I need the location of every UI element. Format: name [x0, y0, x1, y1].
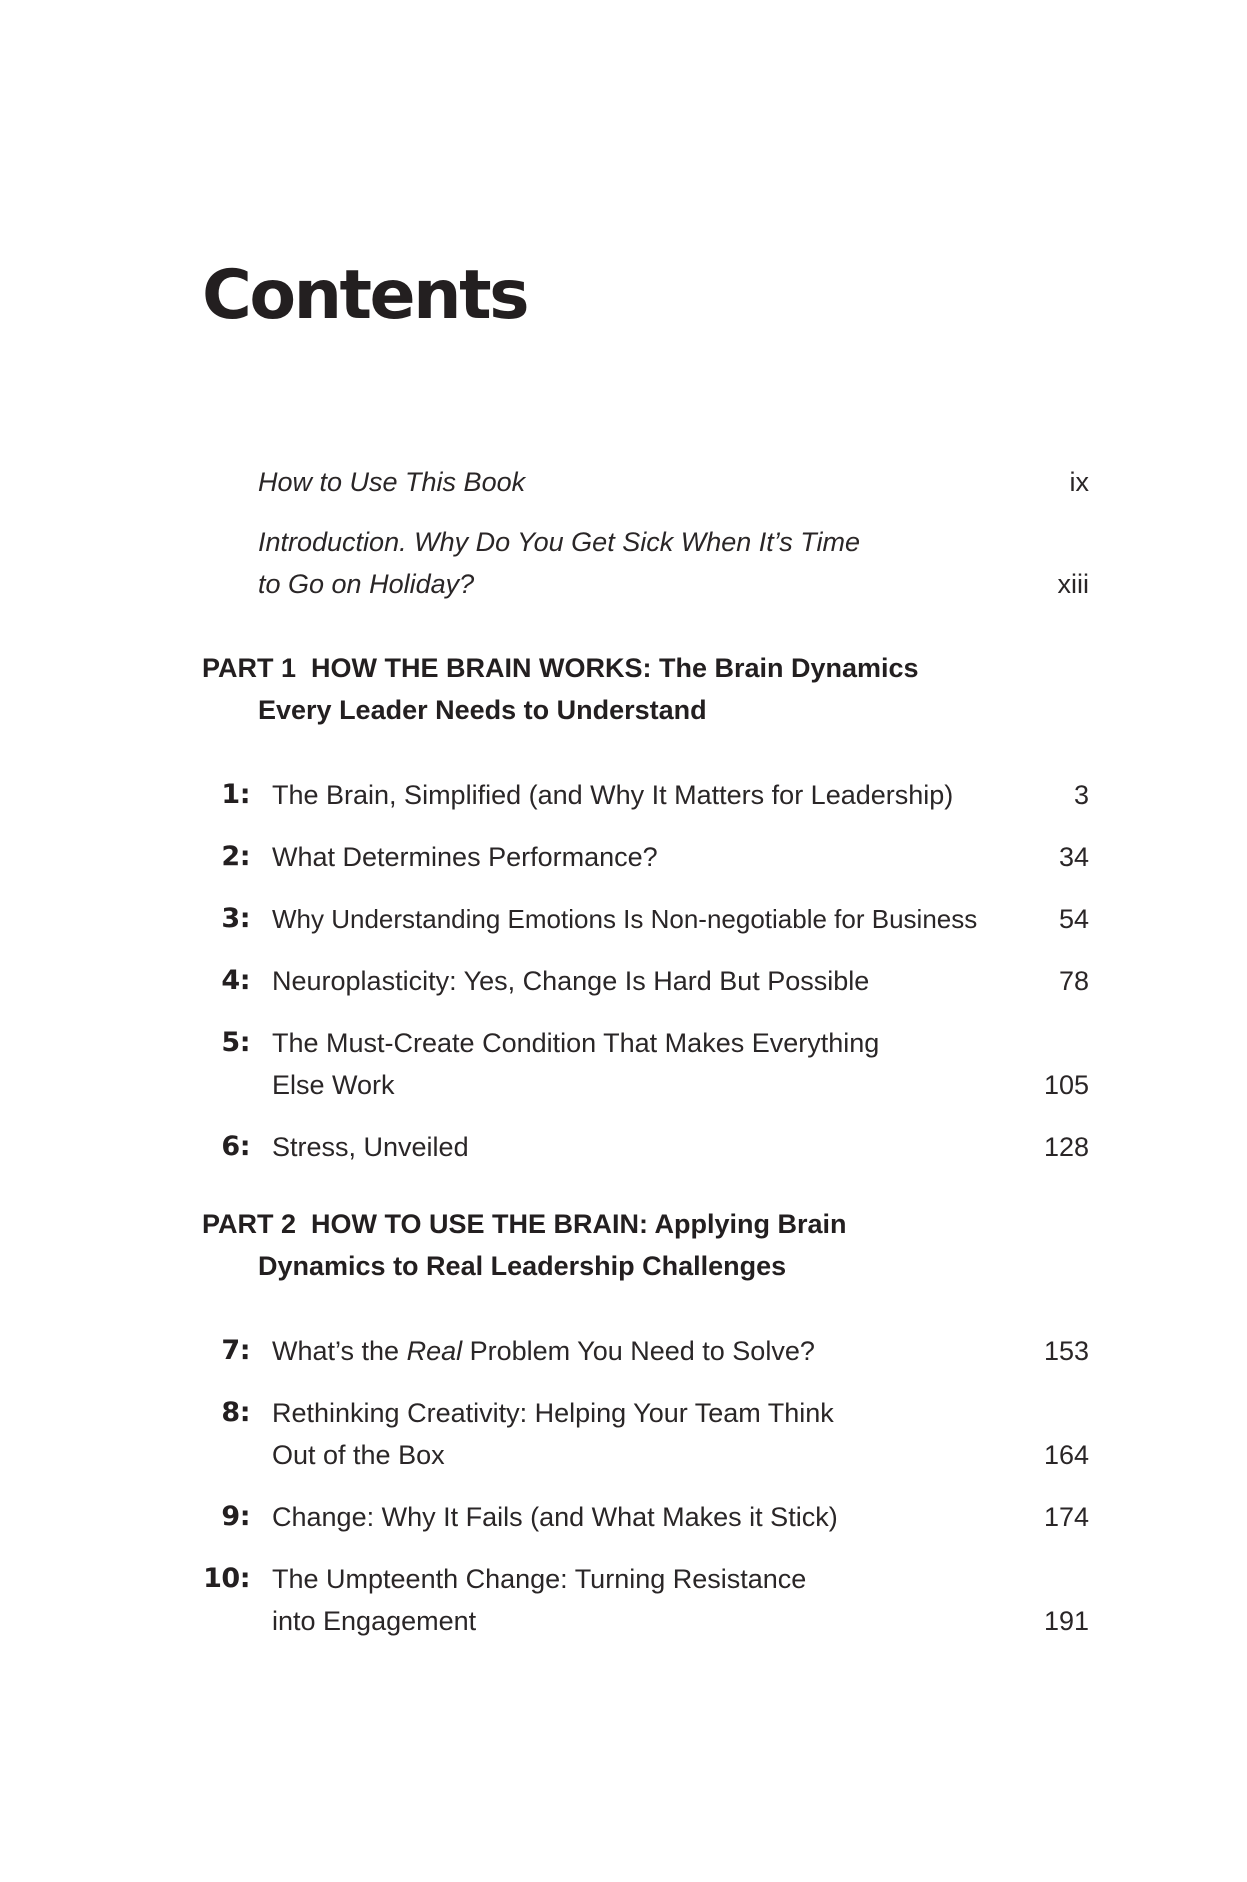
- part-heading-line-2: Dynamics to Real Leadership Challenges: [258, 1251, 787, 1281]
- chapter-number: 3:: [221, 903, 250, 934]
- chapter-number: 4:: [221, 965, 250, 996]
- chapter-title-start: What’s the: [272, 1336, 407, 1366]
- chapter-title: What Determines Performance?: [272, 842, 658, 872]
- chapter-title-line-2: Else Work: [272, 1070, 395, 1100]
- chapter-number: 2:: [221, 841, 250, 872]
- page-title: Contents: [202, 256, 528, 335]
- chapter-number: 8:: [221, 1397, 250, 1428]
- chapter-title-line-1: The Umpteenth Change: Turning Resistance: [272, 1564, 807, 1594]
- toc-page-number: 54: [1058, 904, 1089, 934]
- toc-page-number: 3: [1073, 780, 1089, 810]
- chapter-title-line-1: The Must-Create Condition That Makes Everything: [272, 1028, 880, 1058]
- toc-page-number: 174: [1043, 1502, 1089, 1532]
- chapter-number: 9:: [221, 1501, 250, 1532]
- chapter-number: 5:: [221, 1027, 250, 1058]
- part-heading-line-1: PART 1 HOW THE BRAIN WORKS: The Brain Dynamics: [202, 653, 919, 683]
- chapter-title: Neuroplasticity: Yes, Change Is Hard But Possible: [272, 966, 870, 996]
- toc-entry-title: How to Use This Book: [258, 467, 526, 497]
- toc-page-number: xiii: [1057, 569, 1089, 599]
- part-heading-line-1: PART 2 HOW TO USE THE BRAIN: Applying Brain: [202, 1209, 847, 1239]
- chapter-title-line-2: Out of the Box: [272, 1440, 445, 1470]
- part-1-heading[interactable]: [202, 647, 919, 731]
- chapter-title: Why Understanding Emotions Is Non-negotiable for Business: [272, 904, 978, 934]
- toc-page-number: 78: [1058, 966, 1089, 996]
- chapter-title-emphasis: Real: [406, 1336, 463, 1366]
- part-heading-line-2: Every Leader Needs to Understand: [258, 695, 707, 725]
- part-2-heading[interactable]: [202, 1203, 847, 1287]
- chapter-title: [272, 1330, 815, 1372]
- chapter-title: Stress, Unveiled: [272, 1132, 469, 1162]
- toc-page-number: 34: [1058, 842, 1089, 872]
- toc-page-number: 153: [1043, 1336, 1089, 1366]
- chapter-number: 6:: [221, 1131, 250, 1162]
- chapter-number: 7:: [221, 1335, 250, 1366]
- chapter-title-line-1: Rethinking Creativity: Helping Your Team Think: [272, 1398, 834, 1428]
- chapter-number: 1:: [221, 779, 250, 810]
- toc-page-number: 164: [1043, 1440, 1089, 1470]
- chapter-number: 10:: [203, 1563, 250, 1594]
- toc-page-number: 128: [1043, 1132, 1089, 1162]
- toc-entry-title-line-2: to Go on Holiday?: [258, 569, 475, 599]
- chapter-title-end: Problem You Need to Solve?: [462, 1336, 815, 1366]
- chapter-title: The Brain, Simplified (and Why It Matters for Leadership): [272, 780, 954, 810]
- toc-page-number: 105: [1043, 1070, 1089, 1100]
- toc-page-number: 191: [1043, 1606, 1089, 1636]
- toc-page-number: ix: [1069, 467, 1089, 497]
- toc-entry-title-line-1: Introduction. Why Do You Get Sick When It’s Time: [258, 527, 861, 557]
- chapter-title: Change: Why It Fails (and What Makes it Stick): [272, 1502, 838, 1532]
- chapter-title-line-2: into Engagement: [272, 1606, 477, 1636]
